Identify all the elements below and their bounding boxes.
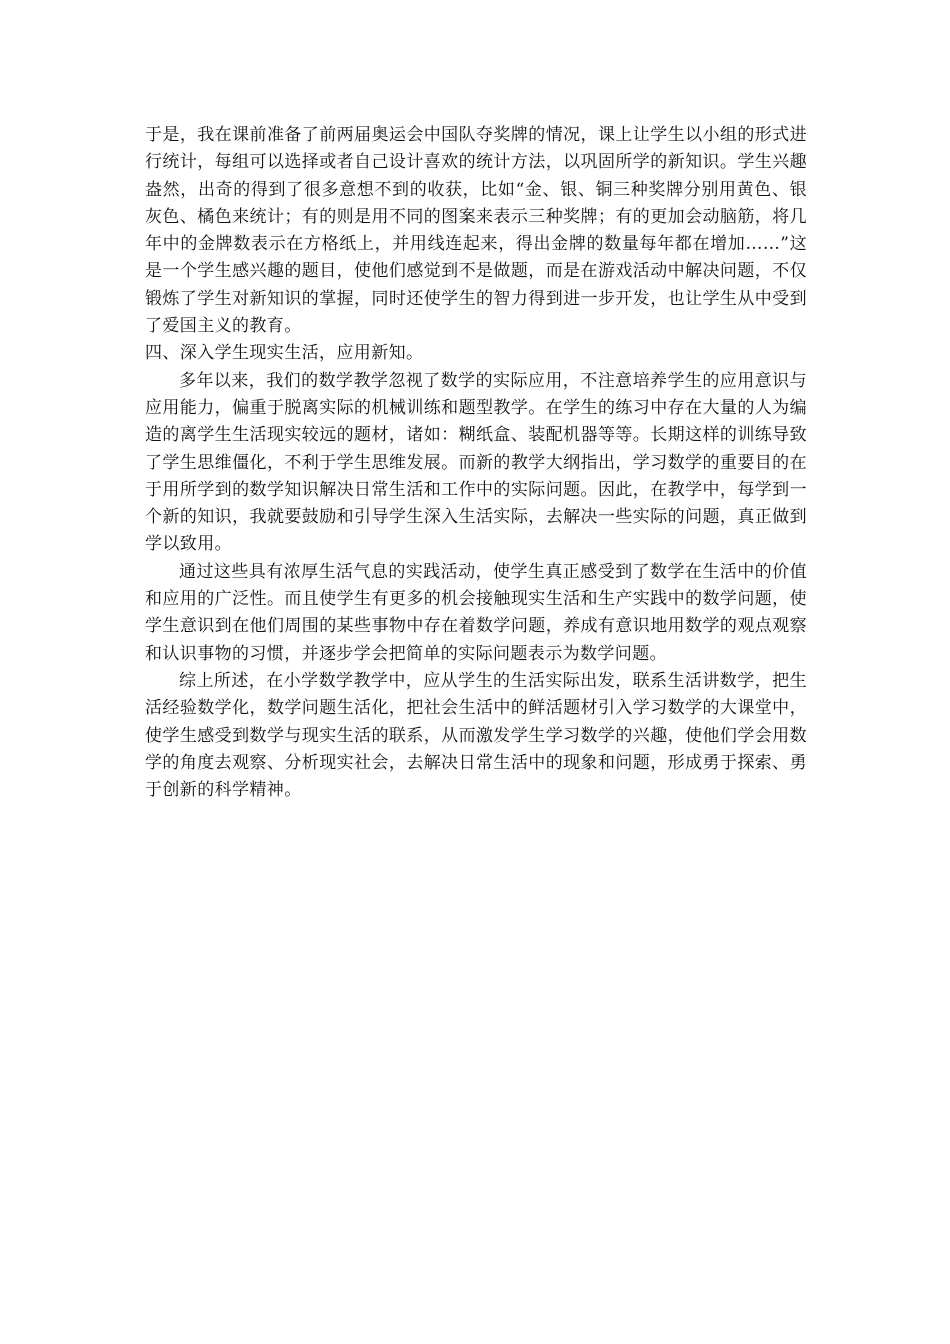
paragraph-conclusion: 综上所述，在小学数学教学中，应从学生的生活实际出发，联系生活讲数学，把生活经验数学化，数学问题生活化，把社会生活中的鲜活题材引入学习数学的大课堂中，使学生感受到数学与现实生活的联系，从而激发学生学习数学的兴趣，使他们学会用数学的角度去观察、分析现实社会，去解决日常生活中的现象和问题，形成勇于探索、勇于创新的科学精神。 <box>145 670 807 801</box>
paragraph-practice-activities: 通过这些具有浓厚生活气息的实践活动，使学生真正感受到了数学在生活中的价值和应用的广泛性。而且使学生有更多的机会接触现实生活和生产实践中的数学问题，使学生意识到在他们周围的某些事物中存在着数学问题，养成有意识地用数学的观点观察和认识事物的习惯，并逐步学会把简单的实际问题表示为数学问题。 <box>145 561 807 664</box>
document-page <box>145 122 807 804</box>
section-heading-four: 四、深入学生现实生活，应用新知。 <box>145 343 424 364</box>
paragraph-practical-application: 多年以来，我们的数学教学忽视了数学的实际应用，不注意培养学生的应用意识与应用能力，偏重于脱离实际的机械训练和题型教学。在学生的练习中存在大量的人为编造的离学生生活现实较远的题材，诸如：糊纸盒、装配机器等等。长期这样的训练导致了学生思维僵化，不利于学生思维发展。而新的教学大纲指出，学习数学的重要目的在于用所学到的数学知识解决日常生活和工作中的实际问题。因此，在教学中，每学到一个新的知识，我就要鼓励和引导学生深入生活实际，去解决一些实际的问题，真正做到学以致用。 <box>145 370 807 555</box>
paragraph-statistics-activity: 于是，我在课前准备了前两届奥运会中国队夺奖牌的情况，课上让学生以小组的形式进行统计，每组可以选择或者自己设计喜欢的统计方法，以巩固所学的新知识。学生兴趣盎然，出奇的得到了很多意想不到的收获，比如“金、银、铜三种奖牌分别用黄色、银灰色、橘色来统计；有的则是用不同的图案来表示三种奖牌；有的更加会动脑筋，将几年中的金牌数表示在方格纸上，并用线连起来，得出金牌的数量每年都在增加……”这是一个学生感兴趣的题目，使他们感觉到不是做题，而是在游戏活动中解决问题，不仅锻炼了学生对新知识的掌握，同时还使学生的智力得到进一步开发，也让学生从中受到了爱国主义的教育。 <box>145 125 807 337</box>
